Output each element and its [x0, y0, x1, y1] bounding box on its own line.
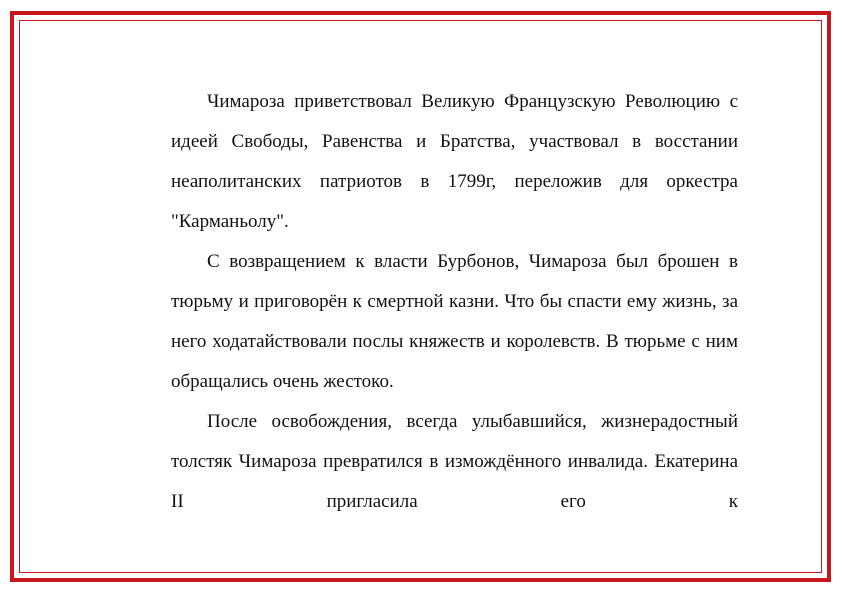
- body-text: [171, 82, 738, 522]
- paragraph-2: С возвращением к власти Бурбонов, Чимароза был брошен в тюрьму и приговорён к смертной казни. Что бы спасти ему жизнь, за него ходатайствовали послы княжеств и королевств. В тюрьме с ним обращались очень жестоко.: [171, 251, 738, 392]
- paragraph-1: Чимароза приветствовал Великую Французскую Революцию с идеей Свободы, Равенства и Братства, участвовал в восстании неаполитанских патриотов в 1799г, переложив для оркестра "Карманьолу".: [171, 91, 738, 232]
- paragraph-3: После освобождения, всегда улыбавшийся, жизнерадостный толстяк Чимароза превратился в измождённого инвалида. Екатерина II пригласила его к: [171, 411, 738, 512]
